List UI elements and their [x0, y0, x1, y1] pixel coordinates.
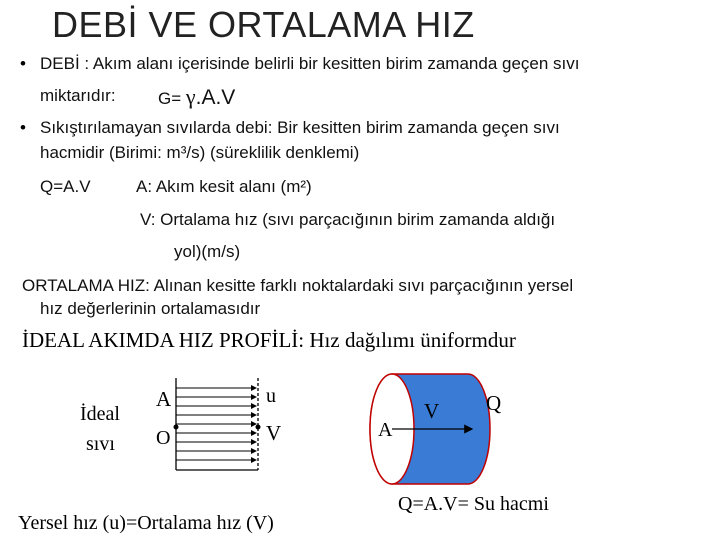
label-a-cylinder: A: [378, 419, 393, 441]
bullet-2-line-2: hacmidir (Birimi: m³/s) (süreklilik denklemi): [40, 143, 360, 162]
diagram-2-caption: Q=A.V= Su hacmi: [398, 493, 549, 515]
ortalama-hiz-line-1: ORTALAMA HIZ: Alınan kesitte farklı noktalardaki sıvı parçacığının yersel: [22, 276, 574, 295]
ideal-flow-heading: İDEAL AKIMDA HIZ PROFİLİ: Hız dağılımı üniformdur: [22, 328, 516, 352]
label-v-left: V: [266, 421, 282, 445]
definition-a: A: Akım kesit alanı (m²): [136, 177, 312, 196]
debi-formula: [158, 84, 235, 110]
label-q: Q: [486, 391, 502, 415]
label-sivi: sıvı: [86, 433, 115, 455]
label-o: O: [156, 427, 171, 449]
flow-cylinder-diagram: [362, 370, 542, 490]
ortalama-hiz-line-2: hız değerlerinin ortalamasıdır: [40, 299, 261, 318]
diagram-1-caption: Yersel hız (u)=Ortalama hız (V): [18, 512, 274, 534]
label-v-cylinder: V: [424, 399, 440, 423]
bullet-1-line-2: miktarıdır:: [40, 86, 116, 105]
bullet-2-line-1: Sıkıştırılamayan sıvılarda debi: Bir kesitten birim zamanda geçen sıvı: [40, 118, 560, 137]
label-a-left: A: [156, 387, 172, 411]
debi-formula-suffix: .A.V: [195, 86, 236, 109]
bullet-2-marker: •: [20, 118, 26, 137]
velocity-profile-diagram: [80, 372, 320, 482]
label-u: u: [266, 385, 276, 407]
definition-v-line-1: V: Ortalama hız (sıvı parçacığının birim zamanda aldığı: [140, 210, 556, 229]
page-title: DEBİ VE ORTALAMA HIZ: [52, 4, 475, 45]
gamma-symbol: γ: [185, 84, 196, 109]
velocity-arrows: [176, 388, 256, 460]
debi-formula-prefix: G=: [158, 89, 182, 108]
front-point: [256, 425, 261, 430]
origin-point: [174, 425, 179, 430]
definition-v-line-2: yol)(m/s): [174, 242, 241, 261]
label-ideal: İdeal: [80, 403, 120, 425]
bullet-1-line-1: DEBİ : Akım alanı içerisinde belirli bir kesitten birim zamanda geçen sıvı: [40, 54, 580, 73]
bullet-1-marker: •: [20, 54, 26, 73]
continuity-formula: Q=A.V: [40, 177, 91, 196]
